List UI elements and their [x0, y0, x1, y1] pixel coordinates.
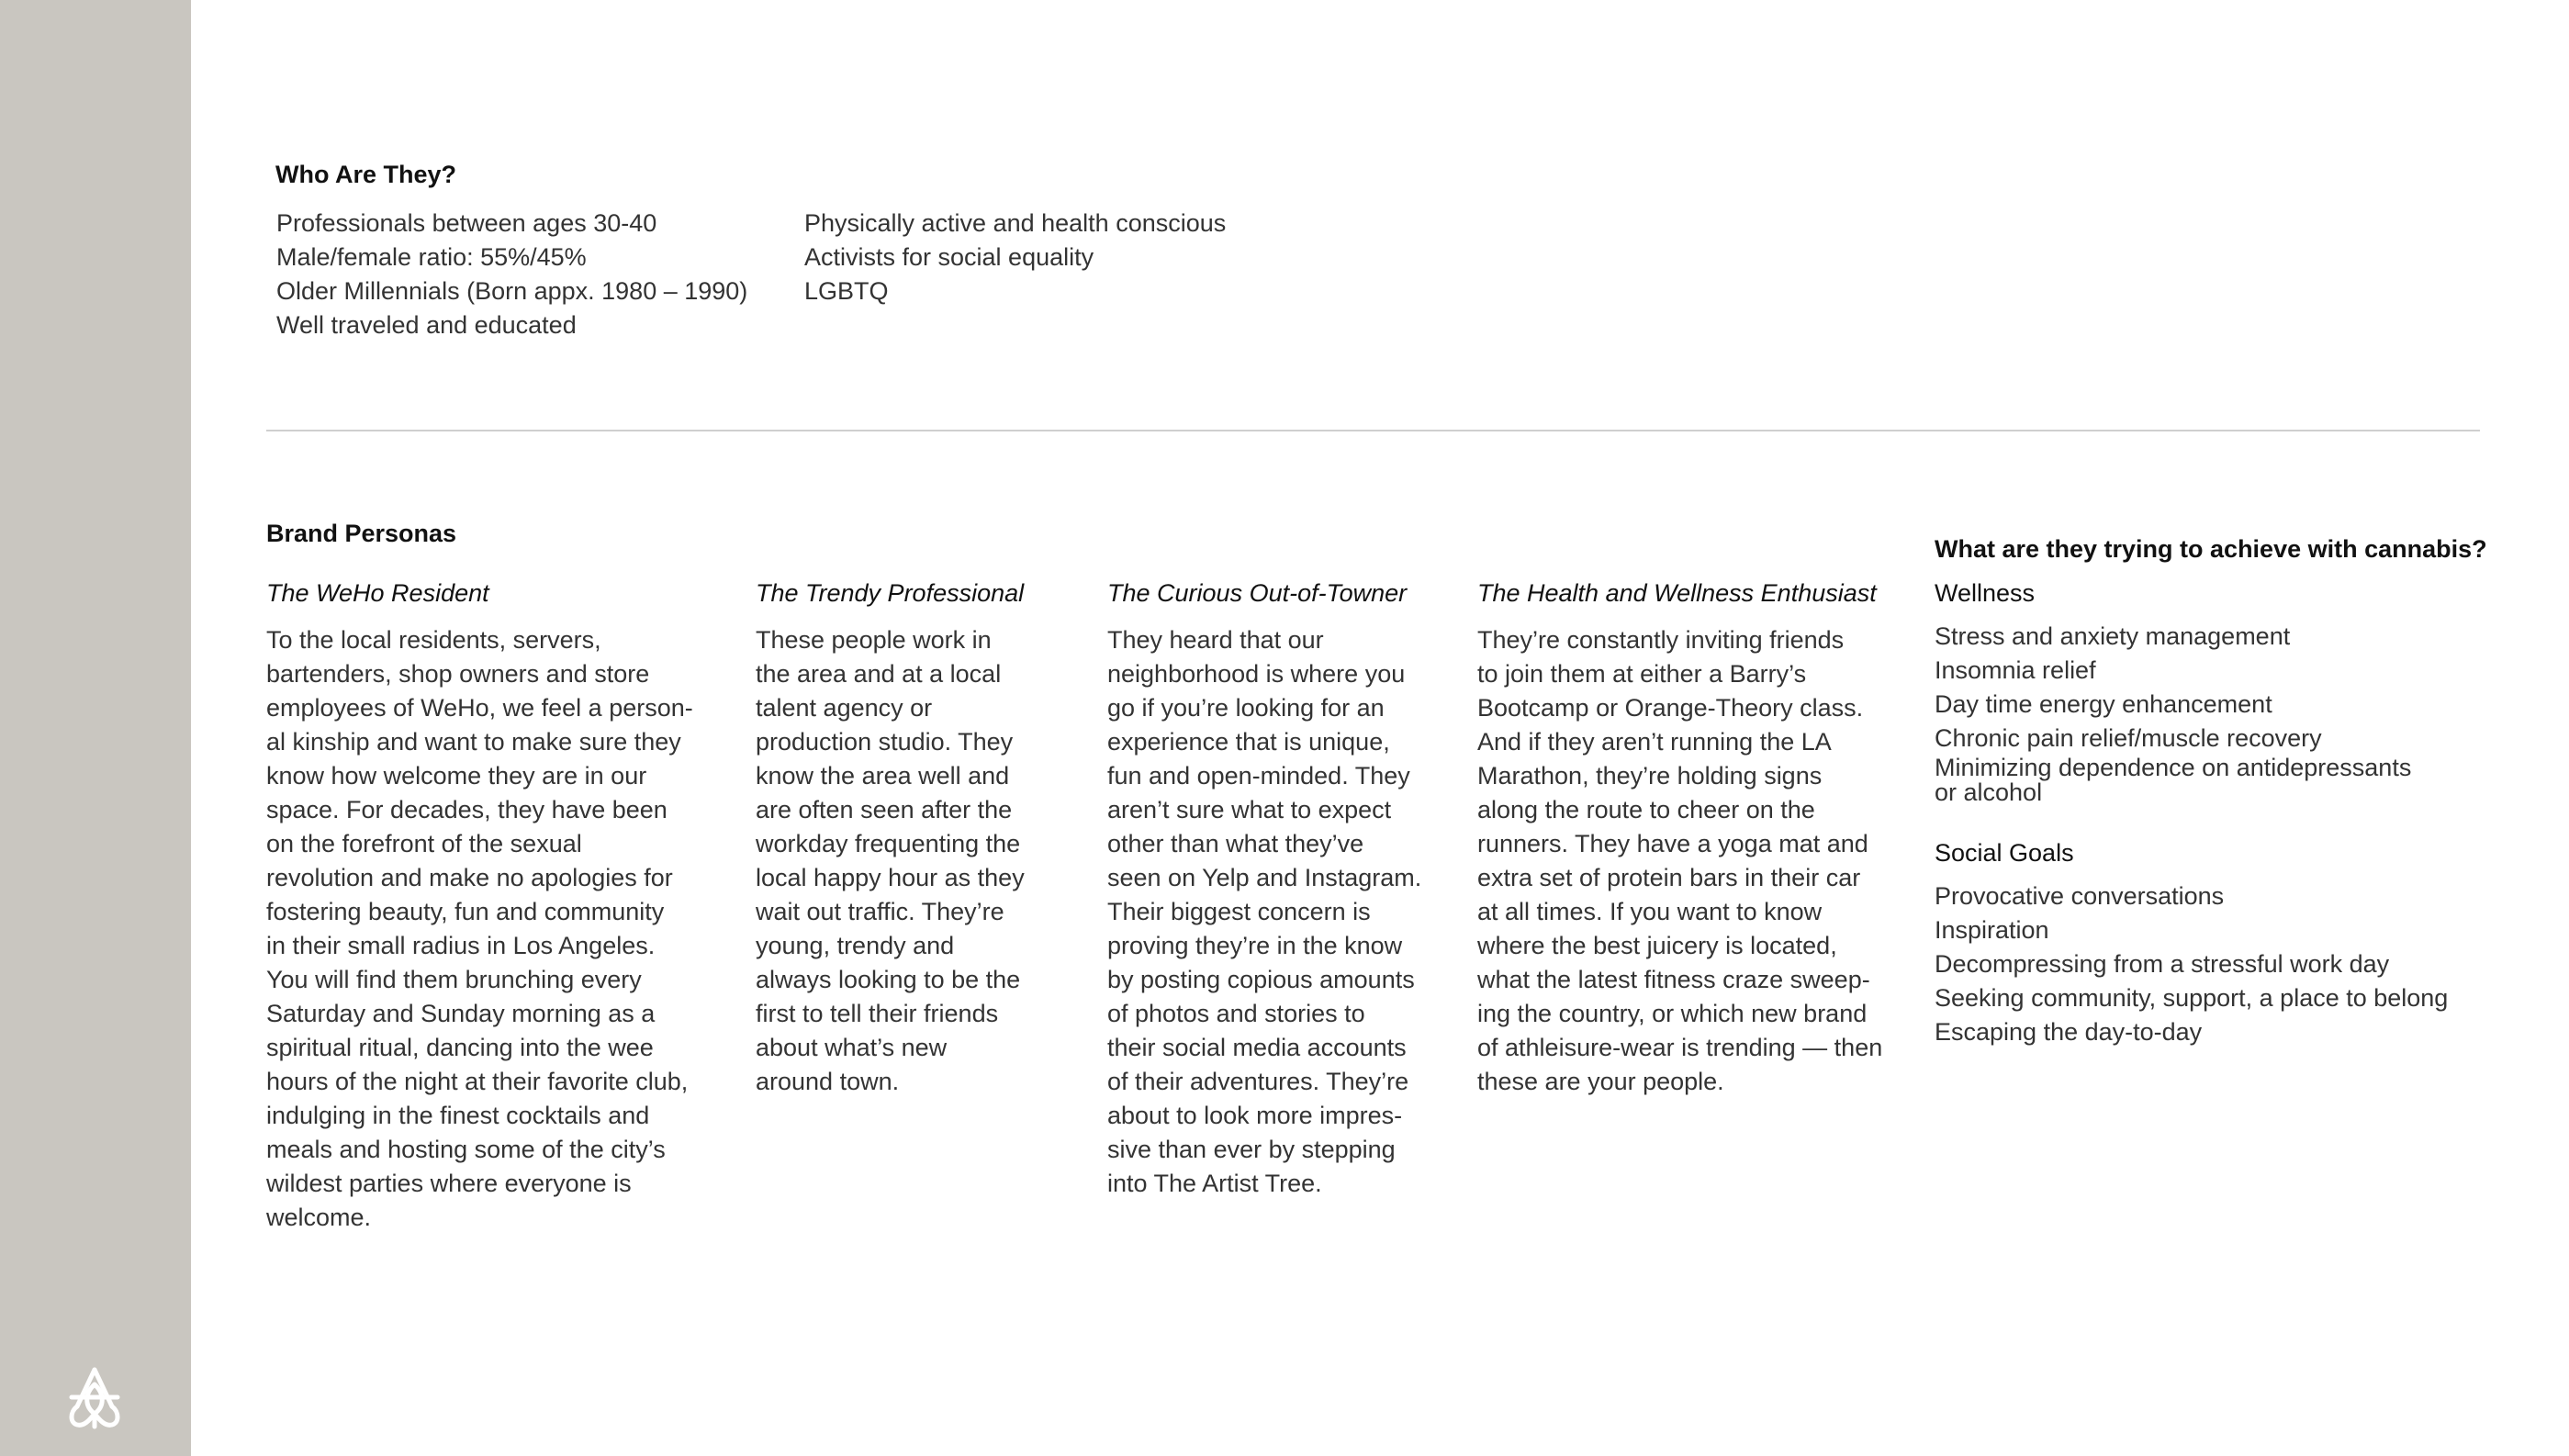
who-item: LGBTQ: [804, 277, 889, 305]
who-section: [275, 161, 456, 189]
persona-body: They’re constantly inviting friends to join them at either a Barry’s Bootcamp or Orange-Theory class. And if they aren’t running the LA Marathon, they’re holding signs along the route to cheer on the runners. They have a yoga mat and extra set of protein bars in their car at all times. If you want to know where the best juicery is located, what the latest fitness craze sweep- ing the country, or which new brand of athleisure-wear is trending — then these are your people.: [1477, 626, 1883, 1095]
wellness-item: Chronic pain relief/muscle recovery: [1935, 724, 2322, 752]
artist-tree-logo-icon: [64, 1366, 125, 1430]
social-goal-item: Seeking community, support, a place to belong: [1935, 984, 2449, 1012]
social-goal-item: Inspiration: [1935, 916, 2049, 944]
wellness-item: Insomnia relief: [1935, 656, 2096, 684]
social-goal-item: Decompressing from a stressful work day: [1935, 950, 2390, 978]
wellness-item-line: Minimizing dependence on antidepressants: [1935, 754, 2412, 781]
wellness-item: Stress and anxiety management: [1935, 622, 2291, 650]
wellness-item: Day time energy enhancement: [1935, 690, 2272, 718]
sidebar-band: [0, 0, 191, 1456]
persona-weho-resident: [266, 577, 744, 1235]
who-item: Activists for social equality: [804, 243, 1094, 271]
wellness-item-line: or alcohol: [1935, 778, 2043, 806]
who-column-1: [276, 207, 791, 342]
persona-body: They heard that our neighborhood is where you go if you’re looking for an experience that is unique, fun and open-minded. They aren’t sure what to expect other than what they’ve seen on Yelp and Instagram. Their biggest concern is proving they’re in the know by posting copious amounts of photos and stories to their social media accounts of their adventures. They’re about to look more impres- sive than ever by stepping into The Artist Tree.: [1107, 626, 1422, 1197]
persona-trendy-professional: [756, 577, 1095, 1099]
who-heading: Who Are They?: [275, 161, 457, 188]
social-goal-item: Escaping the day-to-day: [1935, 1018, 2203, 1046]
personas-heading: Brand Personas: [266, 520, 457, 547]
persona-health-wellness-enthusiast: [1477, 577, 1936, 1099]
wellness-item: [1935, 756, 2522, 805]
who-column-2: [804, 207, 1355, 308]
who-item: Older Millennials (Born appx. 1980 – 1990): [276, 277, 748, 305]
who-item: Male/female ratio: 55%/45%: [276, 243, 587, 271]
who-item: Well traveled and educated: [276, 311, 577, 339]
wellness-heading: Wellness: [1935, 579, 2036, 607]
goals-section: [1935, 535, 2522, 1049]
persona-body: These people work in the area and at a local talent agency or production studio. They know the area well and are often seen after the workday frequenting the local happy hour as they wait out traffic. They’re young, trendy and always looking to be the first to tell their friends about what’s new around town.: [756, 626, 1025, 1095]
persona-body: To the local residents, servers, bartenders, shop owners and store employees of WeHo, we feel a person- al kinship and want to make sure they know how welcome they are in our space. For decades, they have been on the forefront of the sexual revolution and make no apologies for fostering beauty, fun and community in their small radius in Los Angeles. You will find them brunching every Saturday and Sunday morning as a spiritual ritual, dancing into the wee hours of the night at their favorite club, indulging in the finest cocktails and meals and hosting some of the city’s wildest parties where everyone is welcome.: [266, 626, 693, 1231]
social-goals-heading: Social Goals: [1935, 839, 2074, 867]
goals-heading: What are they trying to achieve with cannabis?: [1935, 535, 2487, 563]
section-divider: [266, 430, 2480, 431]
who-item: Physically active and health conscious: [804, 209, 1227, 237]
persona-title: The Curious Out-of-Towner: [1107, 579, 1408, 607]
persona-title: The Health and Wellness Enthusiast: [1477, 579, 1877, 607]
social-goal-item: Provocative conversations: [1935, 882, 2225, 910]
persona-title: The WeHo Resident: [266, 579, 489, 607]
who-item: Professionals between ages 30-40: [276, 209, 657, 237]
persona-title: The Trendy Professional: [756, 579, 1025, 607]
persona-curious-out-of-towner: [1107, 577, 1475, 1201]
